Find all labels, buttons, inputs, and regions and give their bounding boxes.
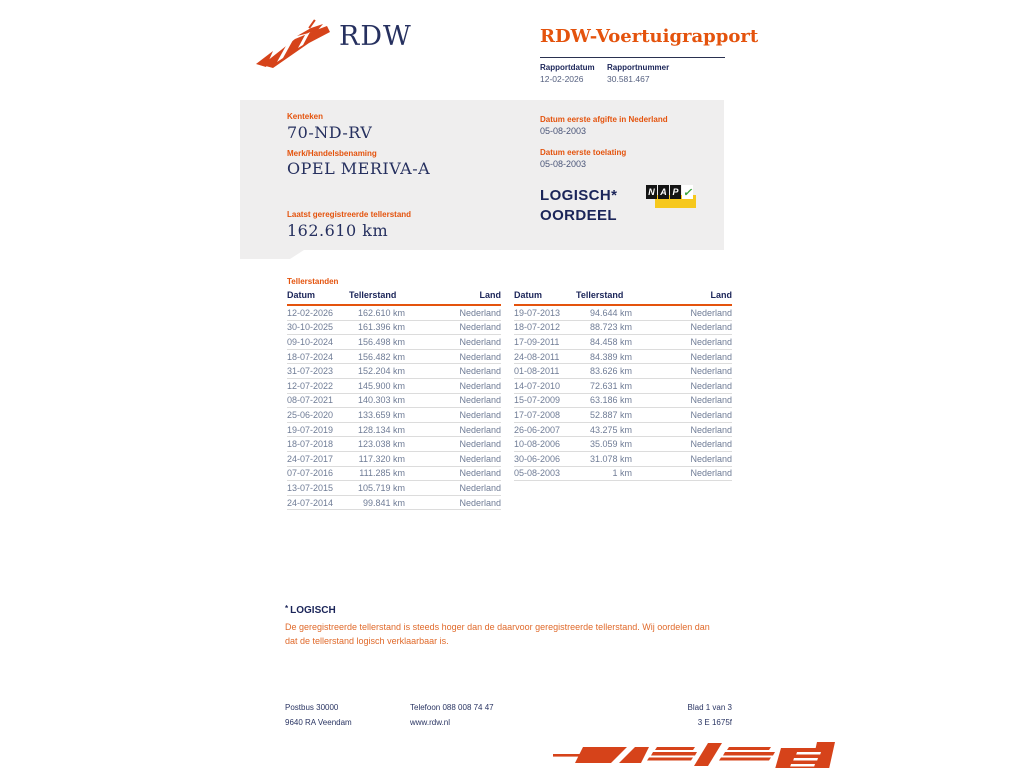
row-date: 08-07-2021 [287,395,334,406]
row-date: 18-07-2024 [287,351,334,362]
first-issue-date-value: 05-08-2003 [540,126,587,136]
row-date: 18-07-2012 [514,322,561,333]
row-odometer: 162.610 km [357,307,405,318]
table-row [287,423,501,438]
row-odometer: 1 km [612,468,632,479]
table-row [287,467,501,482]
table-row [514,379,732,394]
column-header-tellerstand: Tellerstand [349,290,397,300]
table-row [287,306,501,321]
row-country: Nederland [459,409,501,420]
footer-address-line2: 9640 RA Veendam [285,718,352,727]
table-row [287,379,501,394]
row-odometer: 52.887 km [589,409,632,420]
row-date: 24-08-2011 [514,351,560,362]
footer-paging [632,700,732,730]
footnote-asterisk: * [285,604,289,613]
row-odometer: 117.320 km [358,453,405,464]
rdw-wing-logo-icon [253,18,337,72]
nap-letter-a: A [658,185,669,199]
row-date: 12-07-2022 [287,380,334,391]
table-row [287,335,501,350]
page-title: RDW-Voertuigrapport [540,26,759,47]
table-row [287,364,501,379]
table-row [514,452,732,467]
row-odometer: 111.285 km [359,468,405,479]
meter-table-left [287,290,501,510]
row-date: 15-07-2009 [514,395,561,406]
table-row [514,408,732,423]
row-odometer: 123.038 km [357,439,405,450]
nap-logo [646,184,698,211]
row-date: 17-07-2008 [514,409,561,420]
table-row [514,321,732,336]
row-country: Nederland [690,424,732,435]
report-date-value: 12-02-2026 [540,74,584,84]
row-country: Nederland [690,336,732,347]
report-number-label: Rapportnummer [607,63,670,72]
row-country: Nederland [690,322,732,333]
rdw-logo-text: RDW [339,21,412,52]
row-odometer: 35.059 km [589,439,632,450]
row-odometer: 84.458 km [589,336,632,347]
row-date: 30-06-2006 [514,453,561,464]
kenteken-label: Kenteken [287,112,324,121]
footnote-title [285,604,336,616]
row-country: Nederland [690,366,732,377]
footer-address [285,700,352,730]
column-header-land: Land [479,290,501,300]
last-odometer-value: 162.610 km [287,221,389,240]
table-row [514,437,732,452]
merk-value: OPEL MERIVA-A [287,159,431,178]
footer-page-number: Blad 1 van 3 [687,703,732,712]
first-issue-date-label: Datum eerste afgifte in Nederland [540,115,668,124]
judgement-text [540,186,617,226]
row-odometer: 88.723 km [589,322,632,333]
row-odometer: 128.134 km [357,424,405,435]
table-row [514,335,732,350]
table-row [514,423,732,438]
report-number-value: 30.581.467 [607,74,650,84]
row-country: Nederland [459,424,501,435]
table-row [514,350,732,365]
decorative-stripes-graphic [545,739,835,768]
row-odometer: 156.498 km [357,336,405,347]
row-date: 24-07-2014 [287,497,334,508]
column-header-tellerstand: Tellerstand [576,290,624,300]
last-odometer-label: Laatst geregistreerde tellerstand [287,210,412,219]
footer-phone: Telefoon 088 008 74 47 [410,703,494,712]
row-country: Nederland [459,336,501,347]
row-country: Nederland [690,380,732,391]
row-odometer: 43.275 km [589,424,632,435]
row-date: 30-10-2025 [287,322,334,333]
row-date: 24-07-2017 [287,453,334,464]
meter-table-right [514,290,732,481]
footnote-title-text: LOGISCH [290,605,336,616]
footnote-text: De geregistreerde tellerstand is steeds hoger dan de daarvoor geregistreerde tellerstand. Wij oordelen dan dat de tellerstand logisch verklaarbaar is. [285,622,710,646]
table-row [514,306,732,321]
row-odometer: 84.389 km [589,351,632,362]
row-country: Nederland [690,453,732,464]
table-row [287,437,501,452]
table-body [287,306,501,510]
row-country: Nederland [690,468,732,479]
nap-checkmark-icon: ✓ [682,186,693,199]
judgement-line2: OORDEEL [540,207,617,224]
footer-address-line1: Postbus 30000 [285,703,339,712]
row-date: 12-02-2026 [287,307,334,318]
row-country: Nederland [459,322,501,333]
table-row [514,364,732,379]
row-date: 25-06-2020 [287,409,334,420]
row-date: 17-09-2011 [514,336,560,347]
kenteken-value: 70-ND-RV [287,123,373,142]
footer-form-code: 3 E 1675f [697,718,732,727]
row-date: 13-07-2015 [287,482,334,493]
column-header-datum: Datum [514,290,543,300]
row-date: 19-07-2019 [287,424,334,435]
row-country: Nederland [459,439,501,450]
footer-contact [410,700,494,730]
row-odometer: 156.482 km [357,351,405,362]
judgement-line1: LOGISCH* [540,187,618,204]
row-odometer: 152.204 km [357,366,405,377]
row-odometer: 63.186 km [589,395,632,406]
row-country: Nederland [459,395,501,406]
table-row [287,350,501,365]
row-country: Nederland [459,366,501,377]
table-row [287,452,501,467]
nap-letter-n: N [646,185,657,199]
row-country: Nederland [690,351,732,362]
table-row [514,467,732,482]
row-date: 14-07-2010 [514,380,561,391]
table-header-row [287,290,501,306]
first-admission-date-value: 05-08-2003 [540,159,587,169]
row-country: Nederland [459,307,501,318]
row-odometer: 145.900 km [357,380,405,391]
row-odometer: 31.078 km [589,453,632,464]
table-row [287,394,501,409]
column-header-datum: Datum [287,290,316,300]
row-odometer: 140.303 km [357,395,405,406]
meter-table-title: Tellerstanden [287,277,339,286]
row-odometer: 94.644 km [589,307,632,318]
row-date: 05-08-2003 [514,468,561,479]
row-country: Nederland [459,453,501,464]
row-country: Nederland [690,395,732,406]
merk-label: Merk/Handelsbenaming [287,149,377,158]
row-country: Nederland [690,307,732,318]
row-country: Nederland [459,468,501,479]
row-odometer: 133.659 km [357,409,405,420]
nap-logo-tiles [646,185,693,199]
row-country: Nederland [690,409,732,420]
row-country: Nederland [690,439,732,450]
title-divider [540,57,725,58]
row-odometer: 83.626 km [589,366,632,377]
table-row [287,408,501,423]
row-odometer: 72.631 km [589,380,632,391]
row-date: 19-07-2013 [514,307,561,318]
row-country: Nederland [459,380,501,391]
table-header-row [514,290,732,306]
row-odometer: 161.396 km [357,322,405,333]
row-odometer: 99.841 km [362,497,405,508]
row-date: 31-07-2023 [287,366,334,377]
row-country: Nederland [459,351,501,362]
row-date: 18-07-2018 [287,439,334,450]
first-admission-date-label: Datum eerste toelating [540,148,627,157]
row-date: 26-06-2007 [514,424,561,435]
row-date: 10-08-2006 [514,439,561,450]
table-body [514,306,732,481]
row-date: 01-08-2011 [514,366,560,377]
table-row [514,394,732,409]
row-country: Nederland [459,497,501,508]
footer-website: www.rdw.nl [410,718,451,727]
column-header-land: Land [710,290,732,300]
row-odometer: 105.719 km [357,482,405,493]
nap-letter-p: P [670,185,681,199]
table-row [287,496,501,511]
row-date: 07-07-2016 [287,468,334,479]
report-date-label: Rapportdatum [540,63,595,72]
table-row [287,481,501,496]
row-date: 09-10-2024 [287,336,334,347]
summary-box-corner-tab [240,250,304,259]
row-country: Nederland [459,482,501,493]
table-row [287,321,501,336]
